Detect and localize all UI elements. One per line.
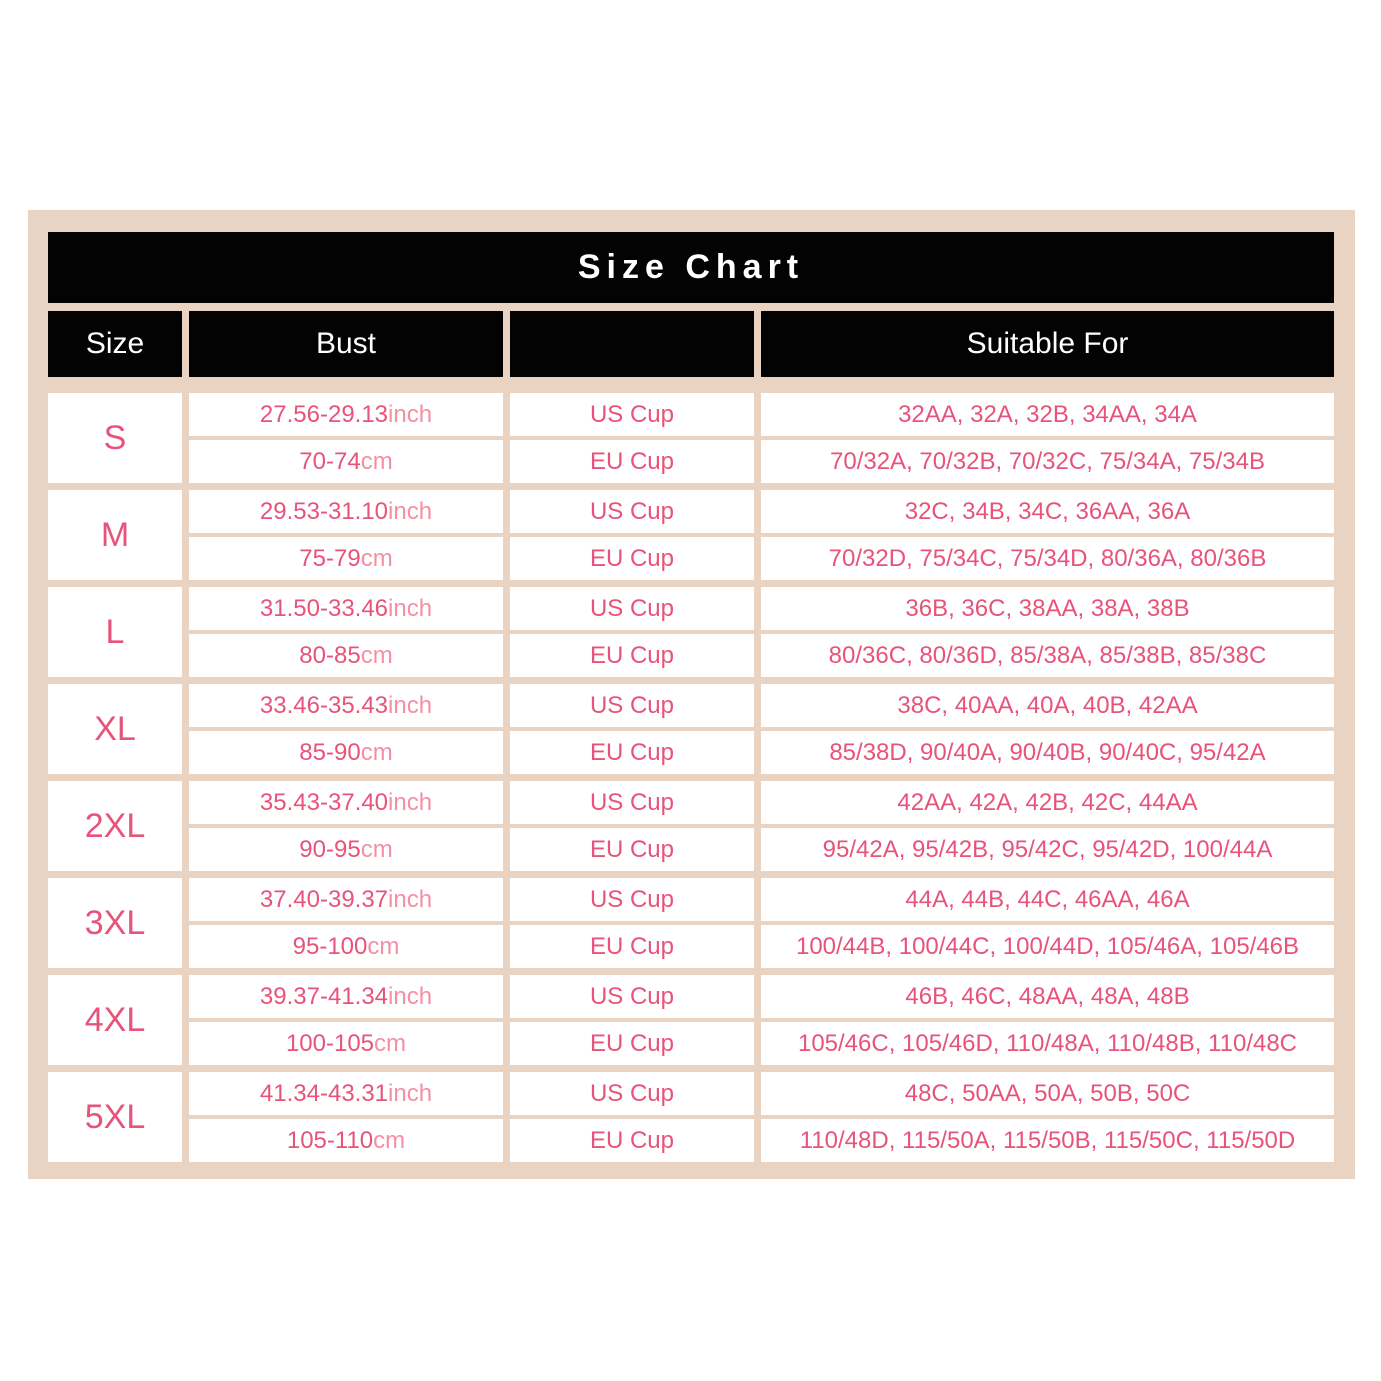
suitable-for-us-cell: 32C, 34B, 34C, 36AA, 36A [761,490,1334,533]
us-cup-cell: US Cup [510,393,754,436]
us-cup-cell: US Cup [510,684,754,727]
bust-inch-cell [189,781,503,824]
bust-cm-unit: cm [367,932,400,960]
size-label: 4XL [84,1000,146,1039]
bust-cm-unit: cm [373,1126,406,1154]
bust-inch-value: 35.43-37.40 [259,788,389,816]
bust-cm-value: 90-95 [299,835,361,863]
bust-cm-value: 100-105 [285,1029,375,1057]
table-row [48,1072,1334,1162]
bust-cm-cell [189,925,503,968]
bust-inch-unit: inch [388,885,433,913]
suitable-for-eu-cell: 110/48D, 115/50A, 115/50B, 115/50C, 115/50D [761,1119,1334,1162]
size-cell [48,975,182,1065]
us-cup-cell: US Cup [510,1072,754,1115]
size-label: 5XL [84,1097,146,1136]
bust-cm-cell [189,731,503,774]
us-cup-cell: US Cup [510,975,754,1018]
bust-inch-unit: inch [388,497,433,525]
size-cell [48,393,182,483]
bust-inch-cell [189,1072,503,1115]
chart-title: Size Chart [577,248,805,286]
suitable-for-eu-cell: 95/42A, 95/42B, 95/42C, 95/42D, 100/44A [761,828,1334,871]
eu-cup-cell: EU Cup [510,828,754,871]
eu-cup-cell: EU Cup [510,1022,754,1065]
table-row [48,490,1334,580]
bust-inch-unit: inch [388,691,433,719]
bust-cm-unit: cm [360,641,393,669]
eu-cup-cell: EU Cup [510,925,754,968]
table-row [48,975,1334,1065]
eu-cup-cell: EU Cup [510,1119,754,1162]
suitable-for-us-cell: 32AA, 32A, 32B, 34AA, 34A [761,393,1334,436]
size-label: XL [94,709,136,748]
suitable-for-us-cell: 42AA, 42A, 42B, 42C, 44AA [761,781,1334,824]
size-cell [48,587,182,677]
bust-cm-unit: cm [374,1029,407,1057]
bust-cm-cell [189,440,503,483]
bust-cm-unit: cm [360,738,393,766]
suitable-for-us-cell: 48C, 50AA, 50A, 50B, 50C [761,1072,1334,1115]
suitable-for-us-cell: 36B, 36C, 38AA, 38A, 38B [761,587,1334,630]
size-cell [48,1072,182,1162]
bust-inch-cell [189,393,503,436]
size-label: S [103,418,127,457]
bust-cm-cell [189,1119,503,1162]
suitable-for-us-cell: 44A, 44B, 44C, 46AA, 46A [761,878,1334,921]
bust-inch-cell [189,587,503,630]
bust-cm-cell [189,537,503,580]
suitable-for-eu-cell: 80/36C, 80/36D, 85/38A, 85/38B, 85/38C [761,634,1334,677]
bust-cm-value: 75-79 [299,544,361,572]
bust-inch-cell [189,490,503,533]
bust-cm-value: 80-85 [299,641,361,669]
bust-inch-value: 41.34-43.31 [259,1079,389,1107]
eu-cup-cell: EU Cup [510,731,754,774]
bust-cm-unit: cm [360,835,393,863]
bust-inch-value: 27.56-29.13 [259,400,389,428]
bust-cm-cell [189,634,503,677]
bust-inch-value: 31.50-33.46 [259,594,389,622]
us-cup-cell: US Cup [510,878,754,921]
suitable-for-eu-cell: 85/38D, 90/40A, 90/40B, 90/40C, 95/42A [761,731,1334,774]
us-cup-cell: US Cup [510,781,754,824]
bust-cm-value: 85-90 [299,738,361,766]
size-cell [48,878,182,968]
size-chart-panel [28,210,1355,1179]
bust-cm-unit: cm [360,544,393,572]
bust-inch-unit: inch [388,594,433,622]
size-cell [48,490,182,580]
column-header-size: Size [48,311,182,377]
table-body [48,393,1334,1162]
us-cup-cell: US Cup [510,490,754,533]
bust-inch-value: 29.53-31.10 [259,497,389,525]
bust-inch-unit: inch [388,982,433,1010]
table-row [48,684,1334,774]
suitable-for-eu-cell: 70/32D, 75/34C, 75/34D, 80/36A, 80/36B [761,537,1334,580]
size-label: M [100,515,130,554]
table-row [48,781,1334,871]
table-row [48,393,1334,483]
bust-inch-unit: inch [388,1079,433,1107]
bust-inch-value: 37.40-39.37 [259,885,389,913]
table-row [48,878,1334,968]
bust-cm-value: 105-110 [286,1126,374,1154]
column-header-bust: Bust [189,311,503,377]
chart-title-bar [48,232,1334,303]
size-label: 2XL [84,806,146,845]
size-label: 3XL [84,903,146,942]
bust-cm-cell [189,1022,503,1065]
table-row [48,587,1334,677]
suitable-for-us-cell: 38C, 40AA, 40A, 40B, 42AA [761,684,1334,727]
eu-cup-cell: EU Cup [510,634,754,677]
suitable-for-eu-cell: 105/46C, 105/46D, 110/48A, 110/48B, 110/48C [761,1022,1334,1065]
bust-inch-unit: inch [388,788,433,816]
column-header-suitable-for: Suitable For [761,311,1334,377]
bust-inch-cell [189,878,503,921]
size-cell [48,781,182,871]
column-header-cup [510,311,754,377]
bust-cm-value: 70-74 [299,447,361,475]
size-cell [48,684,182,774]
bust-inch-unit: inch [388,400,433,428]
us-cup-cell: US Cup [510,587,754,630]
eu-cup-cell: EU Cup [510,440,754,483]
bust-inch-value: 33.46-35.43 [259,691,389,719]
bust-inch-cell [189,684,503,727]
bust-cm-cell [189,828,503,871]
size-label: L [105,612,125,651]
bust-inch-cell [189,975,503,1018]
suitable-for-eu-cell: 70/32A, 70/32B, 70/32C, 75/34A, 75/34B [761,440,1334,483]
suitable-for-us-cell: 46B, 46C, 48AA, 48A, 48B [761,975,1334,1018]
bust-cm-value: 95-100 [292,932,368,960]
bust-cm-unit: cm [360,447,393,475]
eu-cup-cell: EU Cup [510,537,754,580]
suitable-for-eu-cell: 100/44B, 100/44C, 100/44D, 105/46A, 105/46B [761,925,1334,968]
bust-inch-value: 39.37-41.34 [259,982,389,1010]
table-header-row [48,311,1334,377]
